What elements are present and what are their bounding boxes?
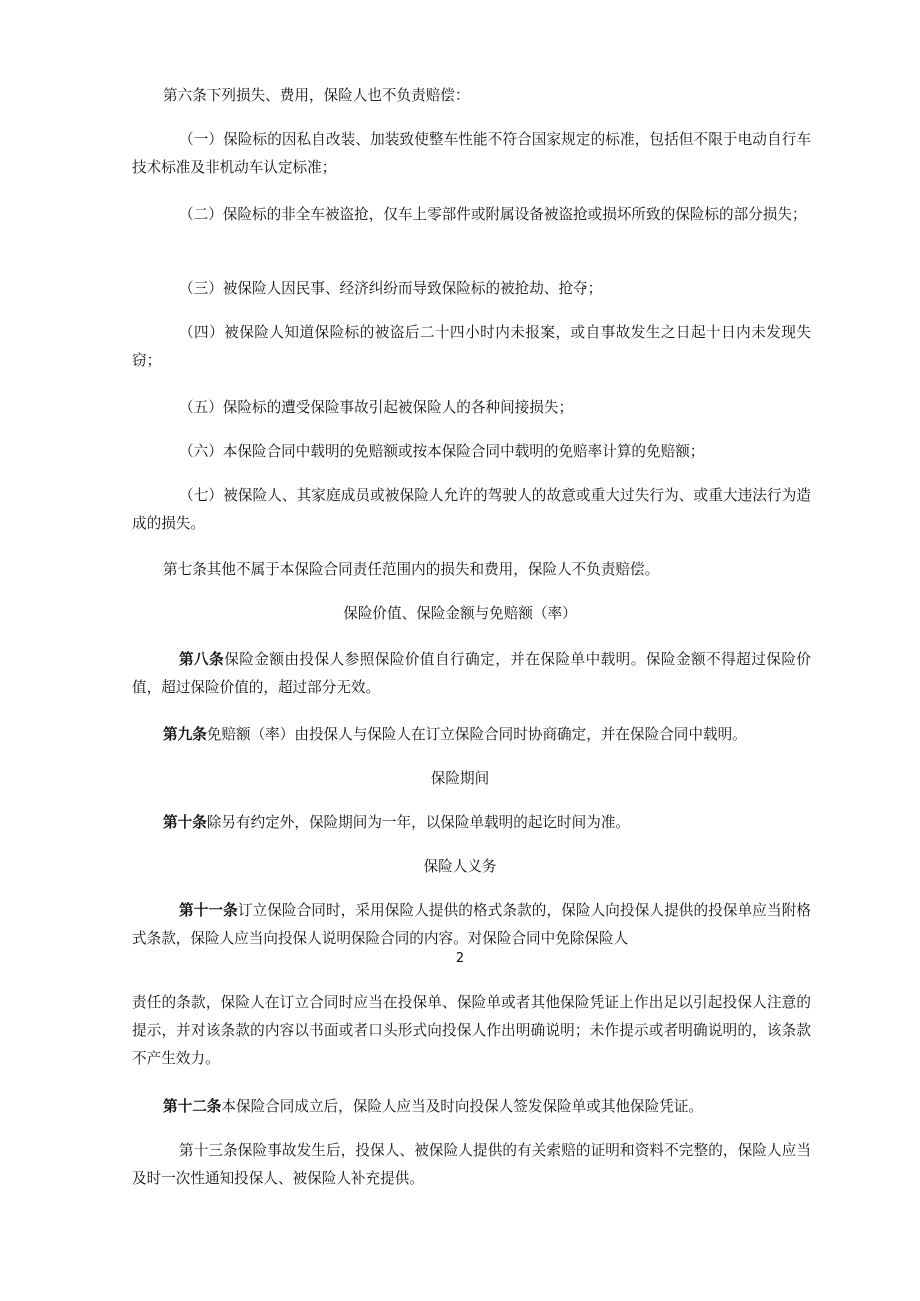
article-6-item-3: （三）被保险人因民事、经济纠纷而导致保险标的被抢劫、抢夺； [179, 280, 603, 297]
article-8-text-part2: 保险金额不得超过保险价值，超过保险价值的，超过部分无效。 [132, 651, 811, 696]
article-11-part2: 责任的条款，保险人在订立合同时应当在投保单、保险单或者其他保险凭证上作出足以引起投保人注意的提示，并对该条款的内容以书面或者口头形式向投保人作出明确说明；未作提示或者明确说明的，该条款不产生效力。 [132, 994, 811, 1067]
article-6-item-7: （七）被保险人、其家庭成员或被保险人允许的驾驶人的故意或重大过失行为、或重大违法行为造成的损失。 [132, 487, 811, 532]
article-13: 第十三条保险事故发生后，投保人、被保险人提供的有关索赔的证明和资料不完整的，保险人应当及时一次性通知投保人、被保险人补充提供。 [132, 1142, 811, 1187]
article-6-item-5: （五）保险标的遭受保险事故引起被保险人的各种间接损失； [179, 399, 574, 416]
article-12-text: 本保险合同成立后，保险人应当及时向投保人签发保险单或其他保险凭证。 [221, 1098, 703, 1115]
article-10 [163, 809, 811, 837]
article-8 [132, 646, 811, 702]
article-10-label: 第十条 [163, 814, 207, 831]
article-11-text-part1: 订立保险合同时，采用保险人提供的格式条款的，保险人向投保人提供的投保单应当附格式条款，保险人应当向投保人说明保险合同的内容。对保险合同中免除保险人 [132, 902, 811, 947]
section-heading-obligations: 保险人义务 [423, 858, 497, 875]
article-12 [163, 1093, 811, 1121]
article-9-label: 第九条 [163, 726, 207, 743]
article-6-item-2: （二）保险标的非全车被盗抢，仅车上零部件或附属设备被盗抢或损坏所致的保险标的部分损失； [179, 206, 807, 223]
article-6-item-6: （六）本保险合同中载明的免赔额或按本保险合同中载明的免赔率计算的免赔额； [179, 443, 705, 460]
section-heading-period: 保险期间 [430, 770, 490, 787]
article-10-text: 除另有约定外，保险期间为一年，以保险单载明的起讫时间为准。 [206, 814, 631, 831]
article-9-text: 免赔额（率）由投保人与保险人在订立保险合同时协商确定，并在保险合同中载明。 [206, 726, 747, 743]
page-number: 2 [455, 951, 465, 966]
article-12-label: 第十二条 [163, 1098, 222, 1115]
section-heading-value: 保险价值、保险金额与免赔额（率） [343, 605, 577, 622]
article-6-item-4: （四）被保险人知道保险标的被盗后二十四小时内未报案，或自事故发生之日起十日内未发现失窃； [132, 324, 811, 369]
article-8-label: 第八条 [179, 651, 225, 668]
article-11-label: 第十一条 [179, 902, 238, 919]
article-6-item-1: （一）保险标的因私自改装、加装致使整车性能不符合国家规定的标准，包括但不限于电动自行车技术标准及非机动车认定标准； [132, 131, 811, 176]
article-8-text-part1: 保险金额由投保人参照保险价值自行确定，并在保险单中载明。 [224, 651, 646, 668]
article-6-heading: 第六条下列损失、费用，保险人也不负责赔偿： [163, 87, 470, 104]
article-7: 第七条其他不属于本保险合同责任范围内的损失和费用，保险人不负责赔偿。 [163, 561, 660, 578]
article-9 [163, 721, 811, 749]
